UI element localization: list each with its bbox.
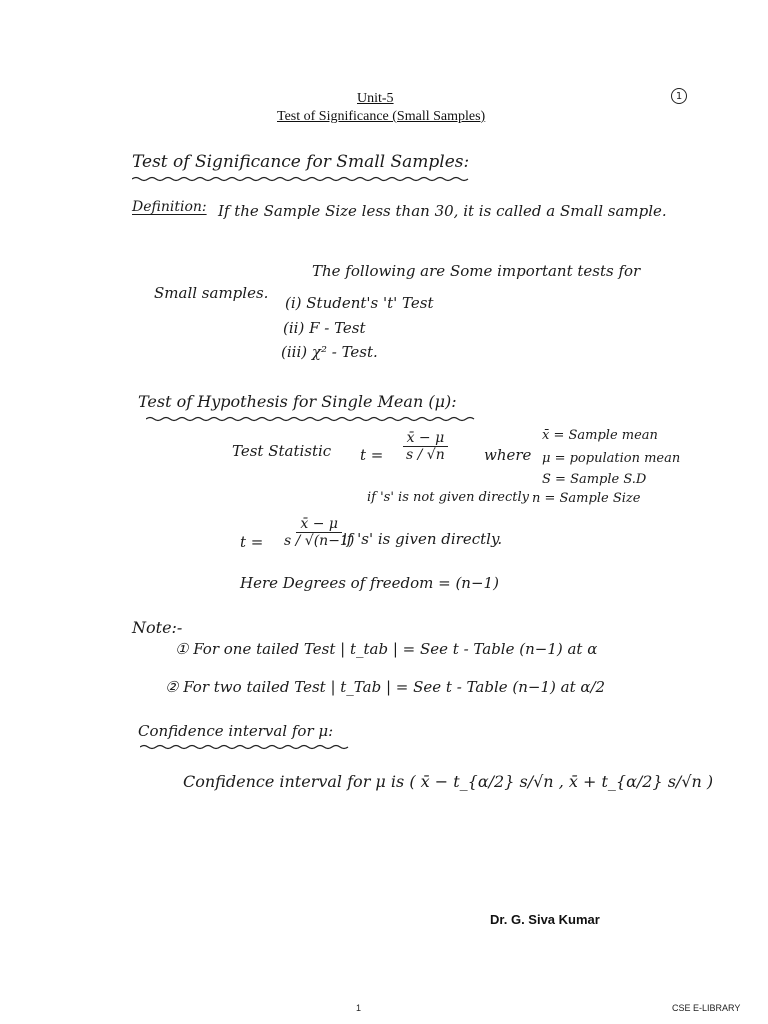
legend-sample-mean: x̄ = Sample mean — [542, 428, 658, 443]
heading-hypothesis-single-mean: Test of Hypothesis for Single Mean (μ): — [138, 392, 457, 411]
small-samples-text: Small samples. — [154, 284, 269, 302]
heading-confidence-interval: Confidence interval for μ: — [138, 722, 334, 740]
fraction-2-numerator: x̄ − μ — [296, 516, 342, 533]
fraction-1-numerator: x̄ − μ — [403, 430, 449, 447]
fraction-2-denominator: s / √(n−1) — [284, 533, 355, 549]
legend-sample-size: n = Sample Size — [532, 491, 641, 506]
unit-title: Unit-5 — [357, 91, 394, 106]
document-title: Test of Significance (Small Samples) — [277, 109, 486, 124]
if-not-given-text: if 's' is not given directly — [367, 490, 529, 505]
test-item-1: (i) Student's 't' Test — [285, 294, 434, 312]
following-line: The following are Some important tests for — [312, 262, 641, 280]
definition-label: Definition: — [132, 199, 207, 215]
test-item-3: (iii) χ² - Test. — [281, 343, 378, 361]
t-equals-1: t = — [360, 446, 384, 464]
legend-population-mean: μ = population mean — [542, 451, 681, 466]
fraction-1 — [398, 430, 453, 463]
legend-sample-sd: S = Sample S.D — [542, 472, 647, 487]
where-text: where — [484, 446, 532, 464]
note-2: ② For two tailed Test | t_Tab | = See t - Table (n−1) at α/2 — [165, 678, 606, 696]
heading-small-samples: Test of Significance for Small Samples: — [132, 152, 470, 172]
footer-library: CSE E-LIBRARY — [672, 1003, 741, 1013]
page-marker-circle — [671, 88, 687, 104]
t-equals-2: t = — [240, 533, 264, 551]
note-label: Note:- — [132, 618, 183, 637]
confidence-interval-formula: Confidence interval for μ is ( x̄ − t_{α/2} s/√n , x̄ + t_{α/2} s/√n ) — [183, 772, 714, 791]
squiggle-underline-3 — [140, 744, 350, 750]
definition-text: If the Sample Size less than 30, it is called a Small sample. — [218, 202, 667, 220]
note-1: ① For one tailed Test | t_tab | = See t - Table (n−1) at α — [175, 640, 598, 658]
fraction-1-denominator: s / √n — [406, 447, 445, 463]
squiggle-underline-1 — [132, 176, 472, 182]
degrees-of-freedom: Here Degrees of freedom = (n−1) — [240, 574, 499, 592]
author-name: Dr. G. Siva Kumar — [490, 912, 600, 927]
test-item-2: (ii) F - Test — [283, 319, 366, 337]
page-marker: 1 — [675, 90, 683, 102]
test-statistic-label: Test Statistic — [232, 442, 332, 460]
squiggle-underline-2 — [146, 416, 476, 422]
if-given-text: if 's' is given directly. — [342, 530, 503, 548]
footer-page-number: 1 — [356, 1003, 362, 1013]
